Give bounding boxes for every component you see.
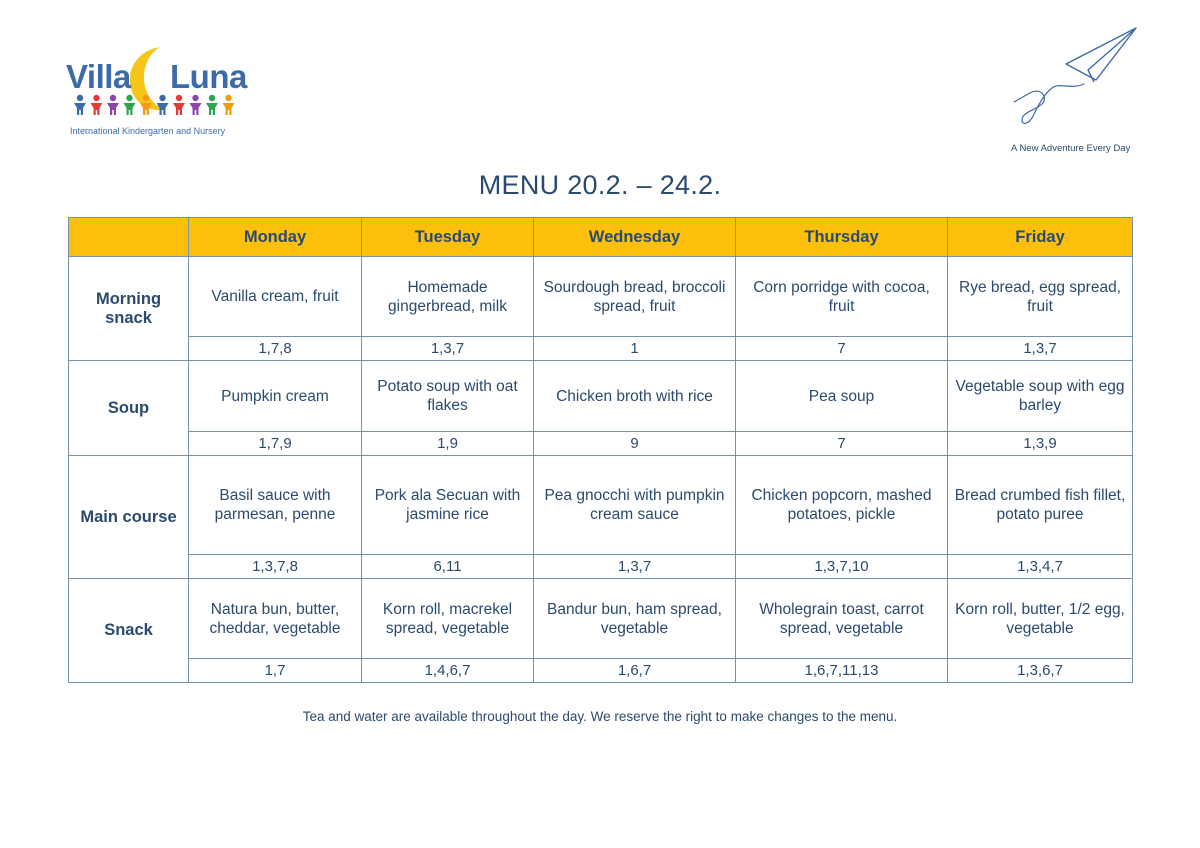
- header-day-tuesday: Tuesday: [362, 218, 534, 257]
- villa-luna-logo: [66, 44, 256, 140]
- dish-cell: Bread crumbed fish fillet, potato puree: [948, 456, 1133, 555]
- logo-word-luna: Luna: [170, 58, 247, 95]
- allergen-cell: 1,3,6,7: [948, 659, 1133, 683]
- dish-cell: Pea soup: [736, 361, 948, 432]
- allergen-cell: 1,3,7,8: [189, 555, 362, 579]
- dish-cell: Chicken popcorn, mashed potatoes, pickle: [736, 456, 948, 555]
- tagline: A New Adventure Every Day: [1011, 143, 1131, 154]
- dish-cell: Pea gnocchi with pumpkin cream sauce: [534, 456, 736, 555]
- allergen-row: [69, 337, 1133, 361]
- logo-word-villa: Villa: [66, 58, 131, 95]
- header-day-thursday: Thursday: [736, 218, 948, 257]
- allergen-cell: 9: [534, 432, 736, 456]
- kid-figure-icon: [223, 95, 235, 115]
- table-row: [69, 257, 1133, 337]
- header-day-wednesday: Wednesday: [534, 218, 736, 257]
- allergen-row: [69, 659, 1133, 683]
- allergen-cell: 1,3,7: [362, 337, 534, 361]
- kid-figure-icon: [107, 95, 119, 115]
- allergen-cell: 1,9: [362, 432, 534, 456]
- table-row: [69, 579, 1133, 659]
- kid-figure-icon: [124, 95, 136, 115]
- dish-cell: Bandur bun, ham spread, vegetable: [534, 579, 736, 659]
- header-row: [69, 218, 1133, 257]
- kid-figure-icon: [140, 95, 152, 115]
- dish-cell: Basil sauce with parmesan, penne: [189, 456, 362, 555]
- dish-cell: Pork ala Secuan with jasmine rice: [362, 456, 534, 555]
- allergen-cell: 1,3,4,7: [948, 555, 1133, 579]
- dish-cell: Sourdough bread, broccoli spread, fruit: [534, 257, 736, 337]
- footer-note: Tea and water are available throughout the day. We reserve the right to make changes to the menu.: [302, 709, 898, 724]
- row-label-main-course: Main course: [69, 456, 189, 579]
- allergen-cell: 6,11: [362, 555, 534, 579]
- weekly-menu-table: [68, 217, 1133, 683]
- kid-figure-icon: [173, 95, 185, 115]
- allergen-cell: 7: [736, 432, 948, 456]
- dish-cell: Rye bread, egg spread, fruit: [948, 257, 1133, 337]
- dish-cell: Natura bun, butter, cheddar, vegetable: [189, 579, 362, 659]
- row-label-morning-snack: Morning snack: [69, 257, 189, 361]
- kid-figure-icon: [91, 95, 103, 115]
- dish-cell: Chicken broth with rice: [534, 361, 736, 432]
- allergen-cell: 1: [534, 337, 736, 361]
- page-title: MENU 20.2. – 24.2.: [478, 170, 722, 200]
- header-day-monday: Monday: [189, 218, 362, 257]
- dish-cell: Wholegrain toast, carrot spread, vegetable: [736, 579, 948, 659]
- kid-figure-icon: [206, 95, 218, 115]
- dish-cell: Korn roll, butter, 1/2 egg, vegetable: [948, 579, 1133, 659]
- dish-cell: Korn roll, macrekel spread, vegetable: [362, 579, 534, 659]
- table-row: [69, 361, 1133, 432]
- allergen-cell: 1,3,9: [948, 432, 1133, 456]
- row-label-snack: Snack: [69, 579, 189, 683]
- dish-cell: Pumpkin cream: [189, 361, 362, 432]
- allergen-cell: 7: [736, 337, 948, 361]
- allergen-cell: 1,7,9: [189, 432, 362, 456]
- row-label-soup: Soup: [69, 361, 189, 456]
- dish-cell: Homemade gingerbread, milk: [362, 257, 534, 337]
- paper-plane-icon: [1008, 22, 1140, 132]
- table-row: [69, 456, 1133, 555]
- allergen-cell: 1,3,7,10: [736, 555, 948, 579]
- allergen-row: [69, 555, 1133, 579]
- allergen-cell: 1,7: [189, 659, 362, 683]
- header-day-friday: Friday: [948, 218, 1133, 257]
- kid-figure-icon: [74, 95, 86, 115]
- header-corner-cell: [69, 218, 189, 257]
- allergen-cell: 1,6,7,11,13: [736, 659, 948, 683]
- kid-figure-icon: [190, 95, 202, 115]
- dish-cell: Vanilla cream, fruit: [189, 257, 362, 337]
- logo-subtitle: International Kindergarten and Nursery: [70, 126, 226, 136]
- kid-figure-icon: [157, 95, 169, 115]
- dish-cell: Potato soup with oat flakes: [362, 361, 534, 432]
- allergen-row: [69, 432, 1133, 456]
- dish-cell: Corn porridge with cocoa, fruit: [736, 257, 948, 337]
- allergen-cell: 1,7,8: [189, 337, 362, 361]
- allergen-cell: 1,6,7: [534, 659, 736, 683]
- allergen-cell: 1,3,7: [948, 337, 1133, 361]
- dish-cell: Vegetable soup with egg barley: [948, 361, 1133, 432]
- allergen-cell: 1,3,7: [534, 555, 736, 579]
- allergen-cell: 1,4,6,7: [362, 659, 534, 683]
- kids-row-icon: [72, 94, 242, 116]
